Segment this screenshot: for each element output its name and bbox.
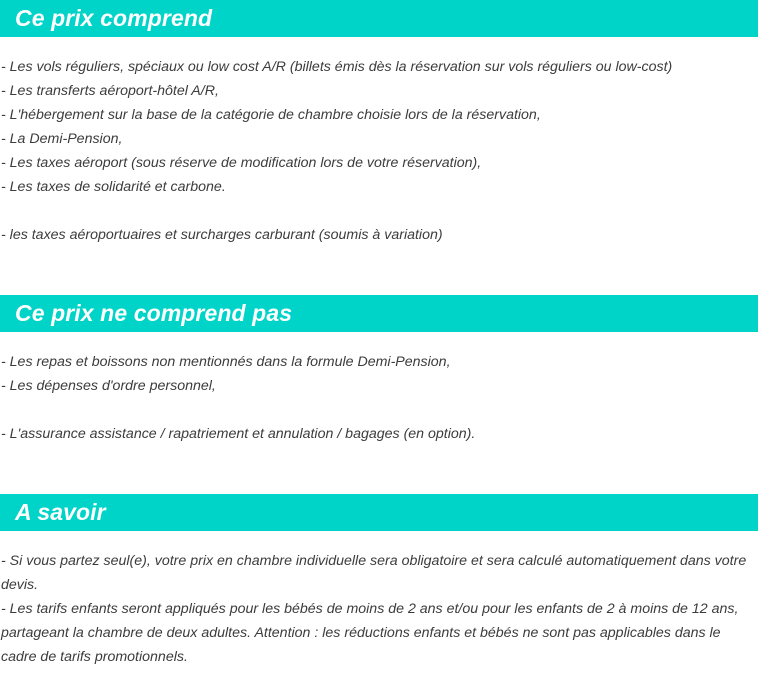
list-item: - Les transferts aéroport-hôtel A/R, bbox=[1, 83, 219, 99]
section-title-good-to-know: A savoir bbox=[15, 499, 106, 525]
list-item: - L'hébergement sur la base de la catégorie de chambre choisie lors de la réservation, bbox=[1, 107, 541, 123]
list-item: - Les dépenses d'ordre personnel, bbox=[1, 378, 216, 394]
section-content-good-to-know bbox=[0, 531, 758, 669]
list-item: - Les taxes aéroport (sous réserve de modification lors de votre réservation), bbox=[1, 155, 482, 171]
section-title-excludes: Ce prix ne comprend pas bbox=[15, 300, 293, 326]
list-item: - La Demi-Pension, bbox=[1, 131, 123, 147]
section-content-includes bbox=[0, 37, 758, 247]
list-item: - les taxes aéroportuaires et surcharges carburant (soumis à variation) bbox=[1, 227, 443, 243]
list-item: - L'assurance assistance / rapatriement et annulation / bagages (en option). bbox=[1, 426, 476, 442]
section-header-good-to-know bbox=[0, 494, 758, 531]
list-item: - Les tarifs enfants seront appliqués pour les bébés de moins de 2 ans et/ou pour les enfants de 2 à moins de 12 ans, partageant la chambre de deux adultes. Attention : les réductions enfants et bébés ne sont pas applicables dans le cadre de tarifs promotionnels. bbox=[1, 601, 739, 665]
list-item: - Si vous partez seul(e), votre prix en chambre individuelle sera obligatoire et sera calculé automatiquement dans votre devis. bbox=[1, 553, 747, 593]
section-good-to-know bbox=[0, 494, 758, 669]
section-header-excludes bbox=[0, 295, 758, 332]
section-excludes bbox=[0, 295, 758, 446]
section-title-includes: Ce prix comprend bbox=[15, 5, 213, 31]
section-content-excludes bbox=[0, 332, 758, 446]
list-item: - Les repas et boissons non mentionnés dans la formule Demi-Pension, bbox=[1, 354, 451, 370]
spacer bbox=[1, 398, 754, 422]
list-item: - Les taxes de solidarité et carbone. bbox=[1, 179, 226, 195]
list-item: - Les vols réguliers, spéciaux ou low cost A/R (billets émis dès la réservation sur vols réguliers ou low-cost) bbox=[1, 59, 673, 75]
section-includes bbox=[0, 0, 758, 247]
spacer bbox=[1, 199, 754, 223]
section-header-includes bbox=[0, 0, 758, 37]
